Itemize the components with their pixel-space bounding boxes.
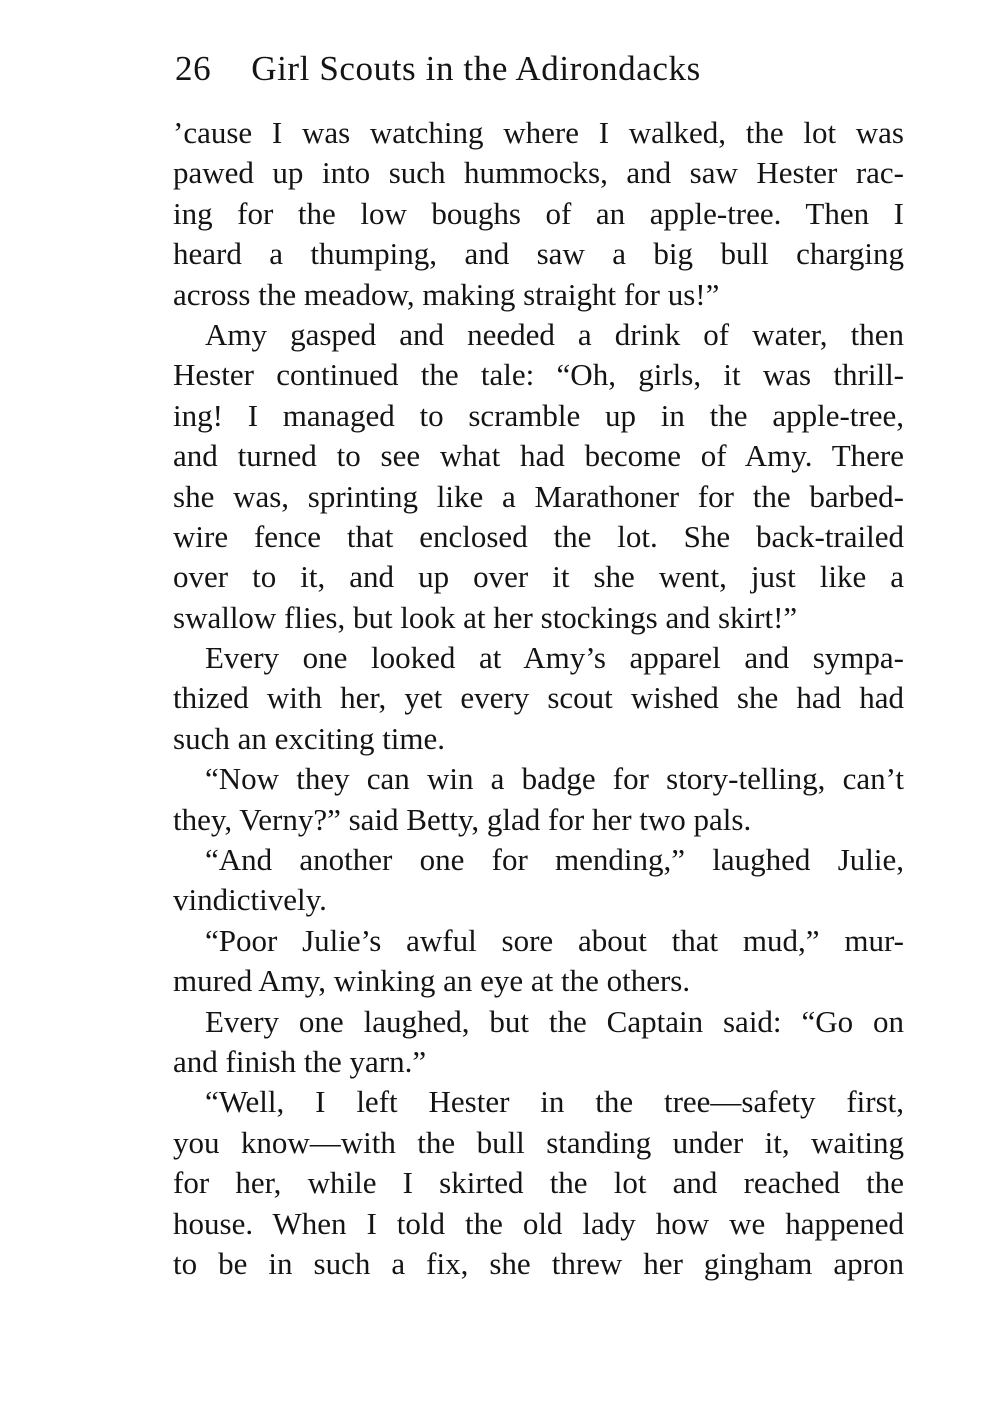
text-line: and turned to see what had become of Amy. There: [173, 438, 904, 474]
text-line: Every one laughed, but the Captain said: “Go on: [205, 1003, 904, 1039]
text-line: “Now they can win a badge for story-telling, can’t: [205, 761, 904, 797]
text-line: mured Amy, winking an eye at the others.: [173, 963, 691, 999]
text-line: wire fence that enclosed the lot. She back-trailed: [173, 518, 904, 554]
text-line: she was, sprinting like a Marathoner for the barbed-: [173, 478, 904, 514]
text-line: Hester continued the tale: “Oh, girls, it was thrill-: [173, 357, 904, 393]
running-title: Girl Scouts in the Adirondacks: [251, 49, 701, 88]
text-line: pawed up into such hummocks, and saw Hester rac-: [173, 155, 904, 191]
text-line: swallow flies, but look at her stockings and skirt!”: [173, 599, 798, 635]
running-header: [175, 44, 701, 94]
text-line: they, Verny?” said Betty, glad for her two pals.: [173, 801, 752, 837]
text-line: “And another one for mending,” laughed Julie,: [205, 842, 904, 878]
page-number: 26: [175, 49, 212, 88]
text-line: ’cause I was watching where I walked, the lot was: [173, 115, 904, 150]
text-line: Amy gasped and needed a drink of water, then: [205, 316, 904, 352]
text-line: ing for the low boughs of an apple-tree. Then I: [173, 195, 904, 231]
text-line: “Well, I left Hester in the tree—safety first,: [205, 1084, 904, 1120]
text-line: house. When I told the old lady how we happened: [173, 1205, 904, 1241]
text-line: vindictively.: [173, 882, 327, 918]
text-line: across the meadow, making straight for us!”: [173, 276, 720, 312]
text-line: heard a thumping, and saw a big bull charging: [173, 236, 904, 272]
text-line: ing! I managed to scramble up in the apple-tree,: [173, 397, 904, 433]
text-line: such an exciting time.: [173, 720, 446, 756]
text-line: you know—with the bull standing under it, waiting: [173, 1124, 904, 1160]
text-line: “Poor Julie’s awful sore about that mud,” mur-: [205, 922, 904, 958]
text-line: for her, while I skirted the lot and reached the: [173, 1165, 904, 1201]
text-line: over to it, and up over it she went, just like a: [173, 559, 904, 595]
body-text: [173, 113, 904, 1284]
text-line: and finish the yarn.”: [173, 1043, 427, 1079]
text-line: to be in such a fix, she threw her gingham apron: [173, 1245, 904, 1281]
text-line: thized with her, yet every scout wished she had had: [173, 680, 904, 716]
text-line: Every one looked at Amy’s apparel and sympa-: [205, 640, 904, 676]
